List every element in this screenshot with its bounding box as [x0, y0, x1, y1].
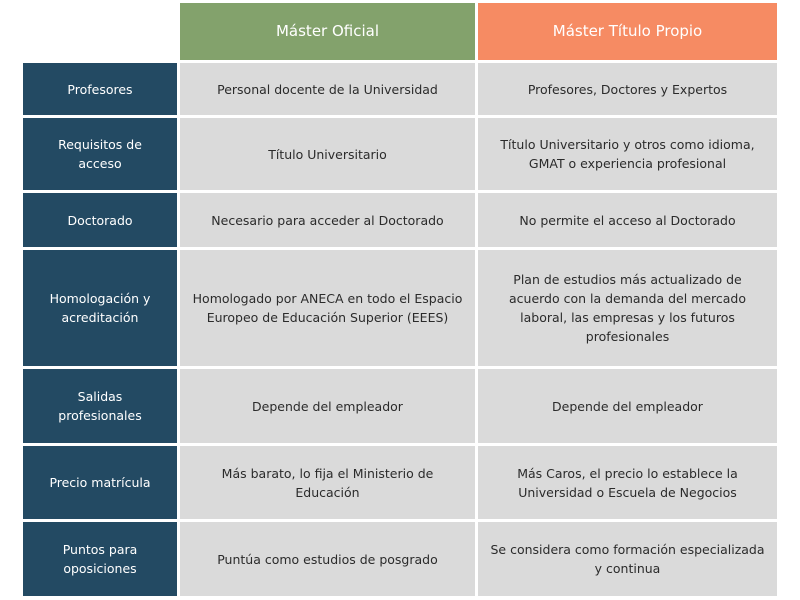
official-cell: Necesario para acceder al Doctorado — [180, 193, 475, 247]
own-cell: Se considera como formación especializada y continua — [478, 522, 777, 596]
own-cell: Profesores, Doctores y Expertos — [478, 63, 777, 115]
row-label: Doctorado — [23, 193, 177, 247]
own-cell: Depende del empleador — [478, 369, 777, 443]
official-cell: Homologado por ANECA en todo el Espacio Europeo de Educación Superior (EEES) — [180, 250, 475, 366]
row-label: Salidas profesionales — [23, 369, 177, 443]
official-cell: Depende del empleador — [180, 369, 475, 443]
row-label: Requisitos de acceso — [23, 118, 177, 190]
own-cell: No permite el acceso al Doctorado — [478, 193, 777, 247]
official-cell: Personal docente de la Universidad — [180, 63, 475, 115]
row-label: Profesores — [23, 63, 177, 115]
table-row-puntos — [23, 522, 777, 596]
own-cell: Título Universitario y otros como idioma, GMAT o experiencia profesional — [478, 118, 777, 190]
row-label: Precio matrícula — [23, 446, 177, 519]
official-cell: Título Universitario — [180, 118, 475, 190]
header-master-oficial: Máster Oficial — [180, 3, 475, 60]
header-master-titulo-propio: Máster Título Propio — [478, 3, 777, 60]
table-row-requisitos — [23, 118, 777, 190]
table-row-salidas — [23, 369, 777, 443]
comparison-table — [23, 3, 777, 599]
row-label: Homologación y acreditación — [23, 250, 177, 366]
table-row-doctorado — [23, 193, 777, 247]
header-empty-cell — [23, 3, 177, 60]
table-row-precio — [23, 446, 777, 519]
header-row — [23, 3, 777, 60]
own-cell: Plan de estudios más actualizado de acuerdo con la demanda del mercado laboral, las empresas y los futuros profesionales — [478, 250, 777, 366]
row-label: Puntos para oposiciones — [23, 522, 177, 596]
official-cell: Más barato, lo fija el Ministerio de Educación — [180, 446, 475, 519]
own-cell: Más Caros, el precio lo establece la Universidad o Escuela de Negocios — [478, 446, 777, 519]
table-row-homologacion — [23, 250, 777, 366]
official-cell: Puntúa como estudios de posgrado — [180, 522, 475, 596]
table-row-profesores — [23, 63, 777, 115]
